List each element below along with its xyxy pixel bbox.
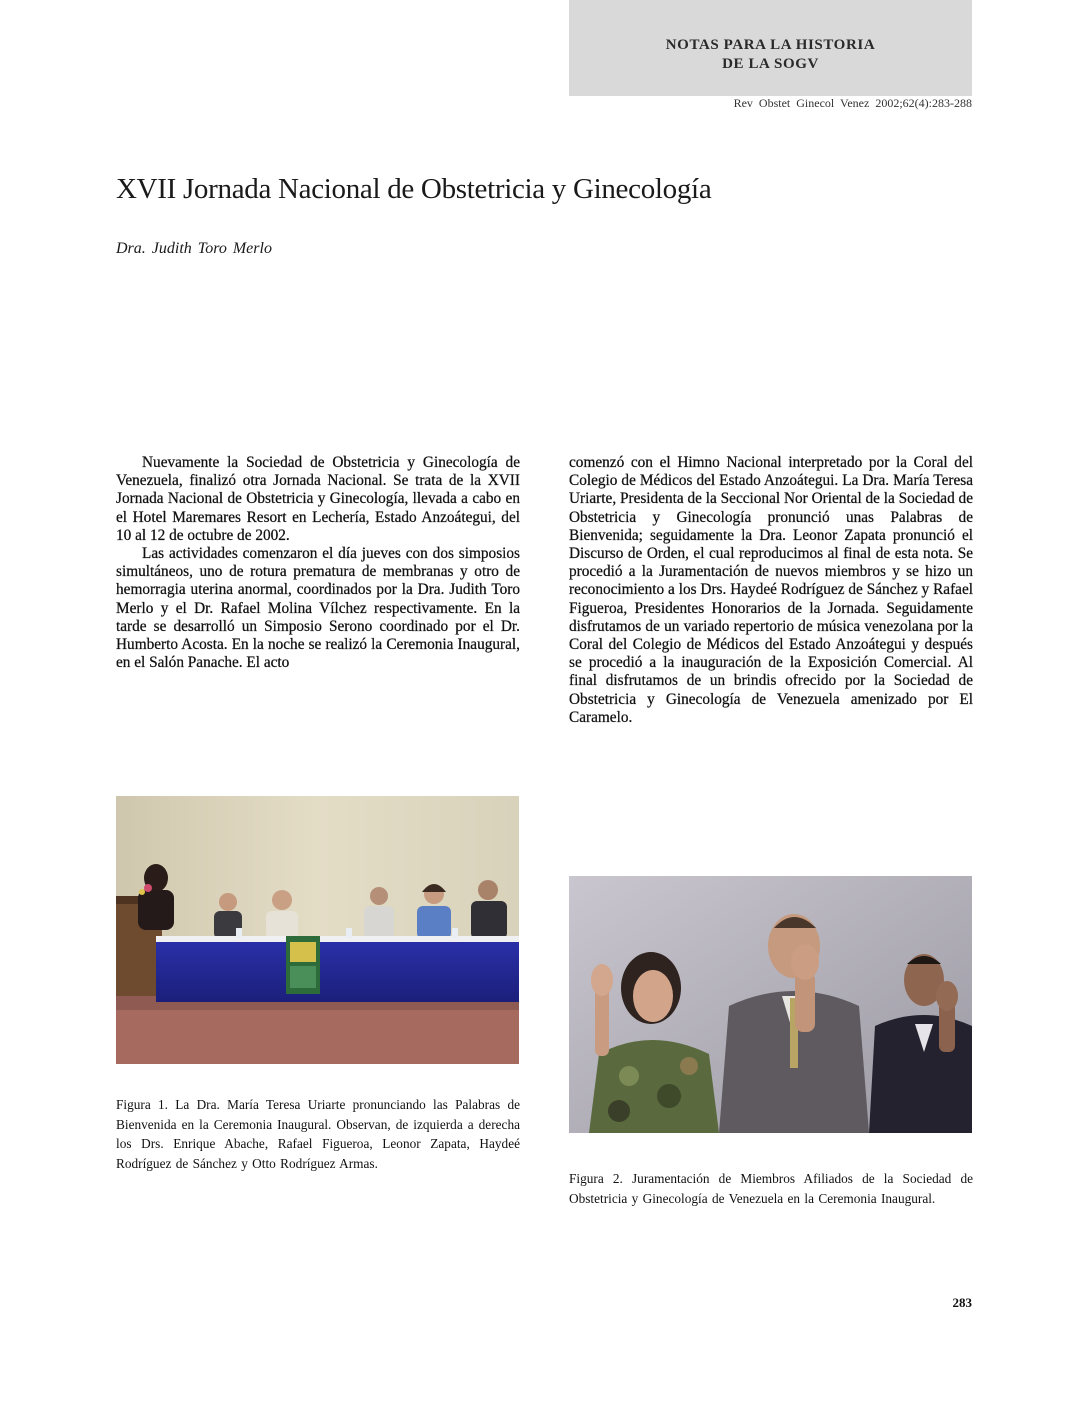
section-header-box [569,0,972,96]
section-title-line-2: DE LA SOGV [722,56,819,72]
figure-1-caption: Figura 1. La Dra. María Teresa Uriarte pronunciando las Palabras de Bienvenida en la Ceremonia Inaugural. Observan, de izquierda a derecha los Drs. Enrique Abache, Rafael Figueroa, Leonor Zapata, Haydeé Rodríguez de Sánchez y Otto Rodríguez Armas. [116,1097,520,1171]
body-column-right [569,454,973,727]
figure-1-photo [116,796,519,1064]
section-title-line-1: NOTAS PARA LA HISTORIA [665,37,876,53]
paragraph-2: Las actividades comenzaron el día jueves con dos simposios simultáneos, uno de rotura prematura de membranas y otro de hemorragia uterina anormal, coordinados por la Dra. Judith Toro Merlo y el Dr. Rafael Molina Vílchez respectivamente. En la tarde se desarrolló un Simposio Serono coordinado por el Dr. Humberto Acosta. En la noche se realizó la Ceremonia Inaugural, en el Salón Panache. El acto [116,545,520,672]
body-column-left [116,454,520,672]
article-author: Dra. Judith Toro Merlo [116,240,272,257]
paragraph-1: Nuevamente la Sociedad de Obstetricia y Ginecología de Venezuela, finalizó otra Jornada Nacional. Se trata de la XVII Jornada Nacional de Obstetricia y Ginecología, llevada a cabo en el Hotel Maremares Resort en Lechería, Estado Anzoátegui, del 10 al 12 de octubre de 2002. [116,454,520,544]
paragraph-3: comenzó con el Himno Nacional interpretado por la Coral del Colegio de Médicos del Estado Anzoátegui. La Dra. María Teresa Uriarte, Presidenta de la Seccional Nor Oriental de la Sociedad de Obstetricia y Ginecología pronunció unas Palabras de Bienvenida; seguidamente la Dra. Leonor Zapata pronunció el Discurso de Orden, el cual reproducimos al final de esta nota. Se procedió a la Juramentación de nuevos miembros y se hizo un reconocimiento a los Drs. Haydeé Rodríguez de Sánchez y Rafael Figueroa, Presidentes Honorarios de la Jornada. Seguidamente disfrutamos de un variado repertorio de música venezolana por la Coral del Colegio de Médicos del Estado Anzoátegui y después se procedió a la inauguración de la Exposición Comercial. Al final disfrutamos de un brindis ofrecido por la Sociedad de Obstetricia y Ginecología de Venezuela amenizado por El Caramelo. [569,454,973,726]
figure-2-caption: Figura 2. Juramentación de Miembros Afiliados de la Sociedad de Obstetricia y Ginecología de Venezuela en la Ceremonia Inaugural. [569,1171,973,1206]
journal-citation: Rev Obstet Ginecol Venez 2002;62(4):283-288 [733,96,972,110]
article-title: XVII Jornada Nacional de Obstetricia y Ginecología [116,173,712,205]
page-number: 283 [952,1295,972,1310]
figure-2-photo [569,876,972,1133]
